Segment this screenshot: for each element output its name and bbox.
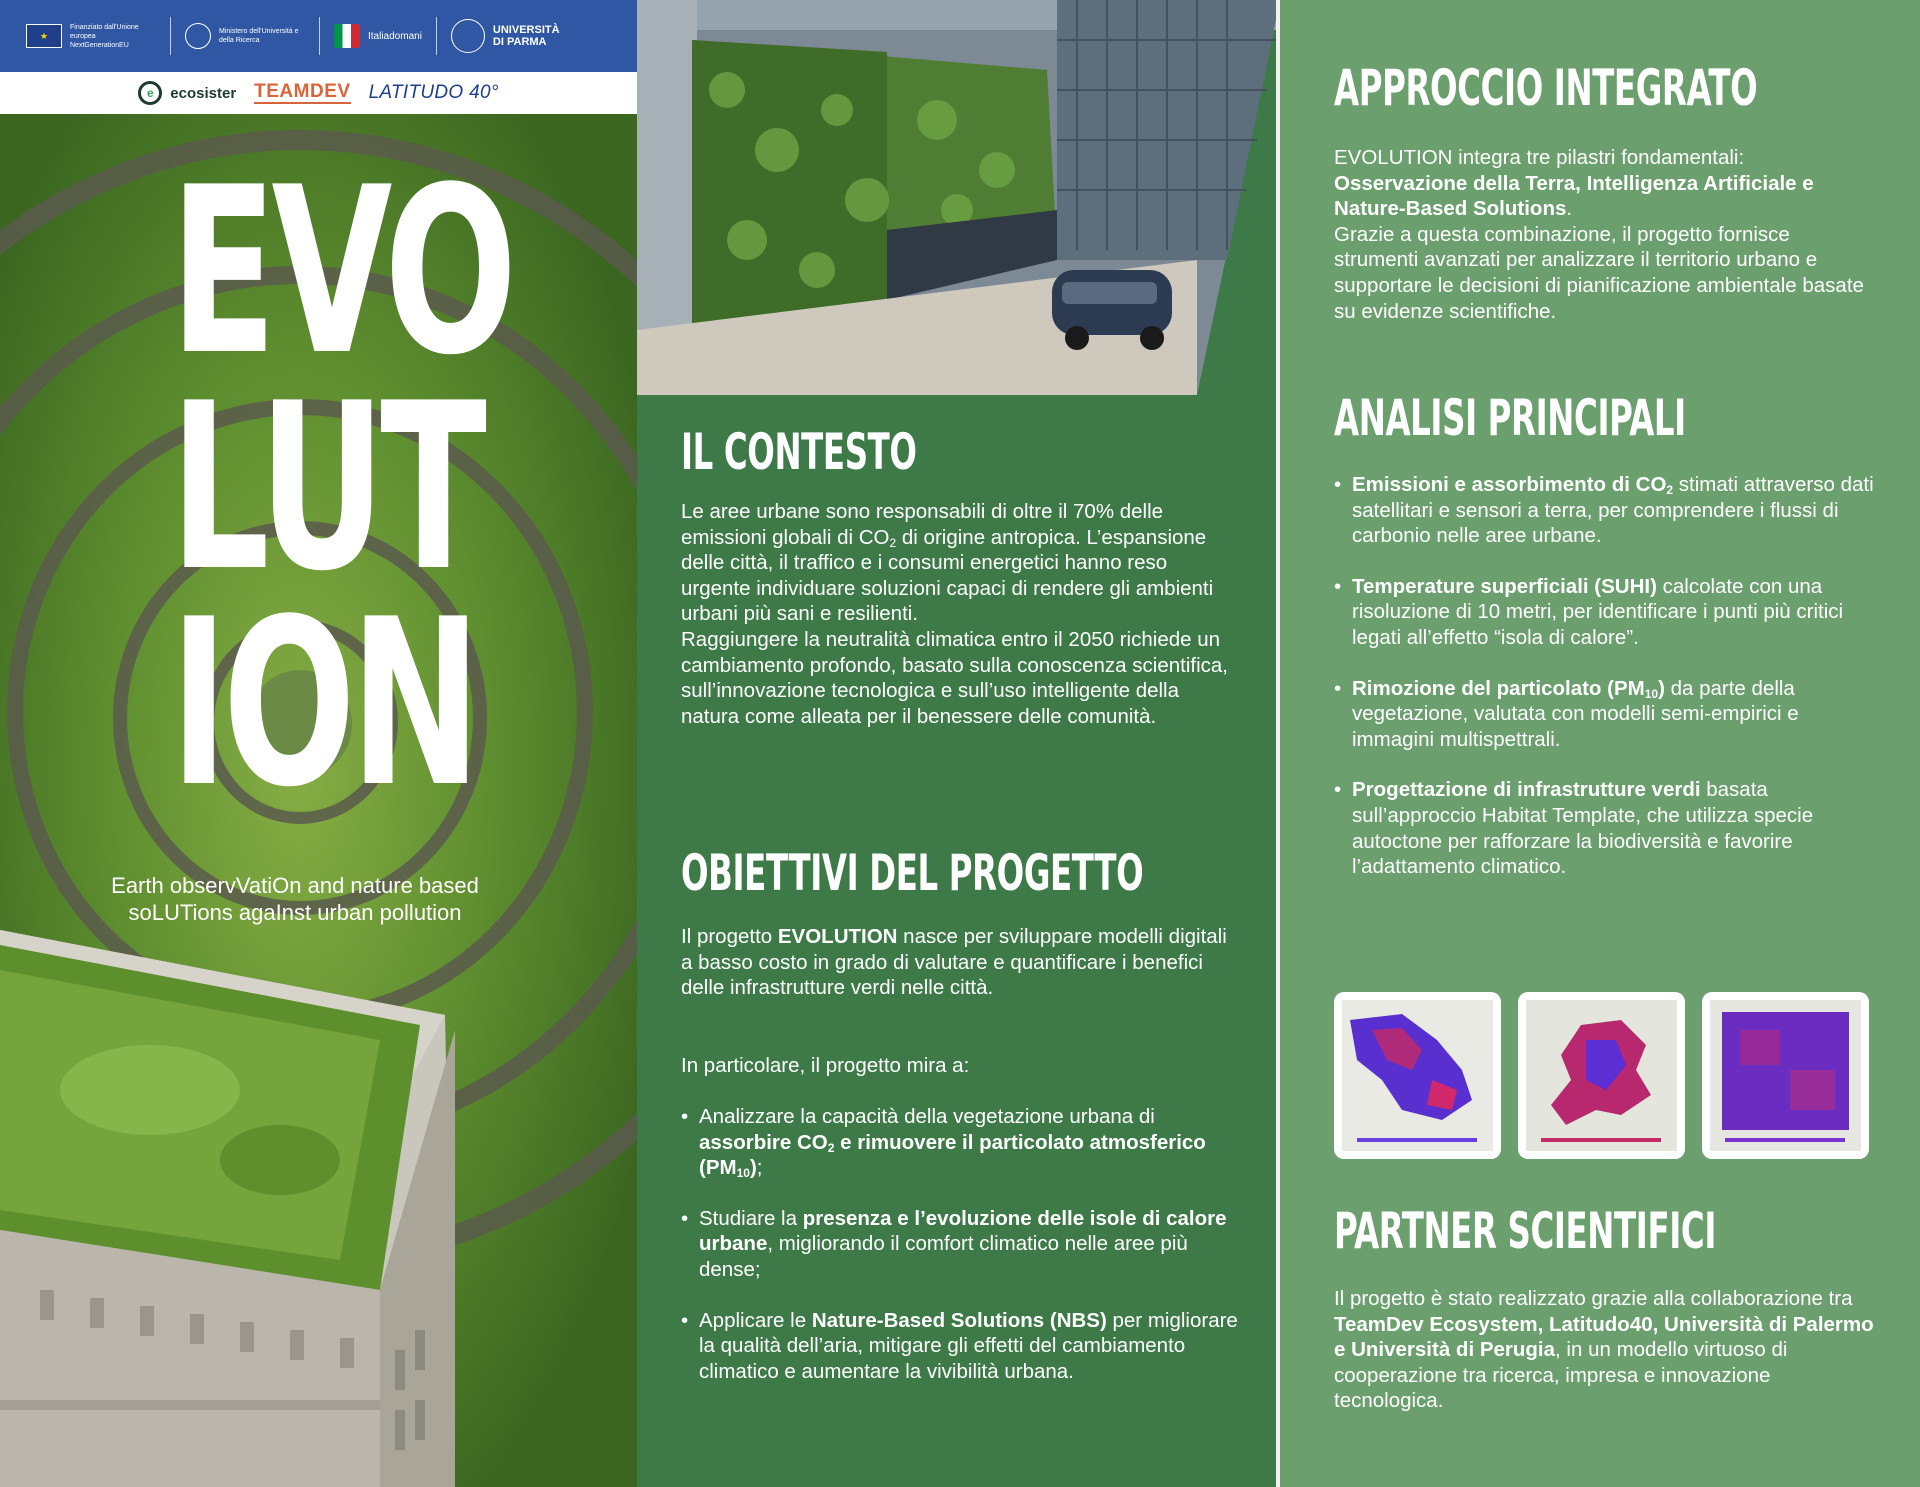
text-fragment-bold: Osservazione della Terra, Intelligenza Artificiale e Nature-Based Solutions bbox=[1334, 171, 1814, 221]
approccio-text: Grazie a questa combinazione, il progetto fornisce strumenti avanzati per analizzare il territorio urbano e supportare le decisioni di pianificazione ambientale basate su evidenze scientifiche. bbox=[1334, 222, 1864, 323]
university-seal-icon bbox=[451, 19, 485, 53]
analisi-list bbox=[1334, 472, 1879, 905]
text-fragment: , migliorando il comfort climatico nelle aree più dense; bbox=[699, 1232, 1188, 1281]
text-fragment-bold: ) bbox=[1658, 676, 1665, 700]
italiadomani-logo bbox=[334, 0, 422, 72]
text-fragment: per migliorare la qualità dell’aria, mitigare gli effetti del cambiamento climatico e aumentare la vivibilità urbana. bbox=[699, 1308, 1238, 1383]
banner-divider bbox=[436, 17, 437, 55]
partners-banner bbox=[0, 72, 637, 114]
text-fragment-bold: presenza e l’evoluzione delle isole di calore urbane bbox=[699, 1206, 1227, 1256]
text-fragment: Il progetto bbox=[681, 925, 778, 948]
text-fragment-bold: Rimozione del particolato (PM bbox=[1352, 676, 1645, 700]
context-panel bbox=[637, 0, 1280, 1487]
list-item bbox=[681, 1308, 1246, 1385]
approach-panel bbox=[1280, 0, 1920, 1487]
text-fragment-bold: Nature-Based Solutions (NBS) bbox=[811, 1308, 1107, 1332]
section-title-contesto: IL CONTESTO bbox=[681, 423, 917, 481]
section-title-obiettivi: OBIETTIVI DEL PROGETTO bbox=[681, 844, 1144, 902]
text-fragment: , in un modello virtuoso di cooperazione tra ricerca, impresa e innovazione tecnologica. bbox=[1334, 1338, 1788, 1413]
text-fragment-bold: Emissioni e assorbimento di CO bbox=[1352, 473, 1667, 496]
latitudo-logo: LATITUDO 40° bbox=[368, 82, 499, 103]
title-line: ION bbox=[170, 571, 476, 838]
title-line: EVO bbox=[170, 139, 512, 406]
obiettivi-text bbox=[681, 924, 1241, 1001]
university-parma-logo bbox=[451, 0, 573, 72]
project-tagline bbox=[60, 872, 530, 926]
partner-text bbox=[1334, 1286, 1884, 1414]
co2-map-image bbox=[1342, 1000, 1493, 1151]
section-title-partner: PARTNER SCIENTIFICI bbox=[1334, 1202, 1717, 1260]
university-text: UNIVERSITÀ DI PARMA bbox=[492, 24, 560, 48]
italian-emblem-icon bbox=[185, 23, 211, 49]
text-fragment: stimati attraverso dati satellitari e sensori a terra, per comprendere i flussi di carbonio nelle aree urbane. bbox=[1352, 473, 1874, 548]
text-fragment: calcolate con una risoluzione di 10 metri, per identificare i punti più critici legati all’effetto “isola di calore”. bbox=[1352, 574, 1844, 649]
text-fragment: Il progetto è stato realizzato grazie alla collaborazione tra bbox=[1334, 1287, 1853, 1310]
text-fragment-bold: EVOLUTION bbox=[777, 925, 898, 948]
ecosister-text: ecosister bbox=[170, 84, 237, 102]
text-fragment-bold: Temperature superficiali (SUHI) bbox=[1352, 574, 1657, 598]
text-fragment: Le aree urbane sono responsabili di oltre il 70% delle emissioni globali di CO bbox=[681, 500, 1164, 549]
section-title-analisi: ANALISI PRINCIPALI bbox=[1334, 389, 1686, 447]
particulate-map-image bbox=[1710, 1000, 1861, 1151]
list-item bbox=[681, 1104, 1246, 1181]
funding-banner bbox=[0, 0, 637, 72]
text-fragment: da parte della vegetazione, valutata con modelli semi-empirici e immagini multispettrali. bbox=[1352, 676, 1799, 751]
approccio-text bbox=[1334, 145, 1874, 222]
list-item bbox=[1334, 574, 1879, 651]
text-fragment: Studiare la bbox=[699, 1206, 803, 1230]
co2-map-thumbnail bbox=[1334, 992, 1501, 1159]
text-fragment: di origine antropica. L’espansione delle città, il traffico e i consumi energetici hanno reso urgente individuare soluzioni capaci di rendere gli ambienti urbani più sani e resilienti. bbox=[681, 525, 1214, 626]
text-fragment-bold: ) bbox=[749, 1156, 757, 1180]
ministry-logo bbox=[185, 0, 305, 72]
green-wall-building-photo bbox=[637, 0, 1280, 395]
title-line: LUT bbox=[170, 355, 482, 622]
temperature-map-image bbox=[1526, 1000, 1677, 1151]
subscript: 2 bbox=[1666, 483, 1674, 497]
banner-divider bbox=[319, 17, 320, 55]
text-fragment-bold: Progettazione di infrastrutture verdi bbox=[1352, 778, 1701, 802]
list-item bbox=[1334, 472, 1879, 549]
project-title bbox=[170, 139, 637, 838]
eu-funding-text: Finanziato dall'Unione europea NextGenerationEU bbox=[70, 23, 139, 49]
analysis-maps bbox=[1334, 992, 1870, 1159]
italy-flag-icon bbox=[334, 24, 360, 48]
approccio-paragraph bbox=[1334, 145, 1874, 324]
text-fragment-bold: assorbire CO bbox=[699, 1130, 828, 1154]
text-fragment: EVOLUTION integra tre pilastri fondamentali: bbox=[1334, 146, 1745, 169]
obiettivi-intro bbox=[681, 924, 1241, 1001]
contesto-paragraph bbox=[681, 499, 1241, 729]
text-fragment: Applicare le bbox=[699, 1308, 812, 1332]
list-item bbox=[1334, 777, 1879, 879]
text-fragment: . bbox=[1566, 197, 1573, 221]
text-fragment: Analizzare la capacità della vegetazione urbana di bbox=[699, 1105, 1155, 1128]
text-fragment: basata sull’approccio Habitat Template, che utilizza specie autoctone per rafforzare la biodiversità e favorire l’adattamento climatico. bbox=[1352, 778, 1814, 879]
rooftop-building-photo bbox=[0, 930, 470, 1487]
ecosister-icon: e bbox=[138, 81, 162, 105]
tagline-line: Earth observVatiOn and nature based bbox=[111, 873, 479, 898]
obiettivi-lead: In particolare, il progetto mira a: bbox=[681, 1054, 970, 1077]
list-item bbox=[681, 1206, 1246, 1283]
banner-divider bbox=[170, 17, 171, 55]
teamdev-logo: TEAMDEV bbox=[254, 81, 351, 102]
list-item bbox=[1334, 676, 1879, 753]
partner-paragraph bbox=[1334, 1286, 1884, 1414]
italiadomani-text: Italiadomani bbox=[368, 30, 422, 42]
obiettivi-list bbox=[681, 1104, 1246, 1409]
text-fragment-bold: e rimuovere il particolato atmosferico (PM bbox=[699, 1130, 1206, 1180]
text-fragment-bold: TeamDev Ecosystem, Latitudo40, Università di Palermo e Università di Perugia bbox=[1334, 1312, 1874, 1362]
ministry-text: Ministero dell'Università e della Ricerca bbox=[219, 28, 299, 44]
text-fragment: ; bbox=[756, 1156, 763, 1180]
contesto-text bbox=[681, 499, 1241, 627]
particulate-map-thumbnail bbox=[1702, 992, 1869, 1159]
cover-panel bbox=[0, 0, 637, 1487]
eu-funding-logo bbox=[26, 0, 156, 72]
subscript: 2 bbox=[827, 1140, 835, 1155]
subscript: 10 bbox=[1644, 686, 1659, 701]
text-fragment: nasce per sviluppare modelli digitali a basso costo in grado di valutare e quantificare i benefici delle infrastrutture verdi nelle città. bbox=[681, 925, 1227, 1000]
eu-flag-icon: ★ bbox=[26, 24, 62, 48]
subscript: 10 bbox=[736, 1166, 750, 1181]
contesto-text: Raggiungere la neutralità climatica entro il 2050 richiede un cambiamento profondo, basato sulla conoscenza scientifica, sull’innovazione tecnologica e sull’uso intelligente della natura come alleata per il benessere delle comunità. bbox=[681, 627, 1228, 728]
subscript: 2 bbox=[889, 535, 897, 550]
temperature-map-thumbnail bbox=[1518, 992, 1685, 1159]
section-title-approccio: APPROCCIO INTEGRATO bbox=[1334, 59, 1758, 117]
ecosister-logo bbox=[138, 72, 236, 114]
tagline-line: soLUTions agaInst urban pollution bbox=[128, 900, 462, 925]
